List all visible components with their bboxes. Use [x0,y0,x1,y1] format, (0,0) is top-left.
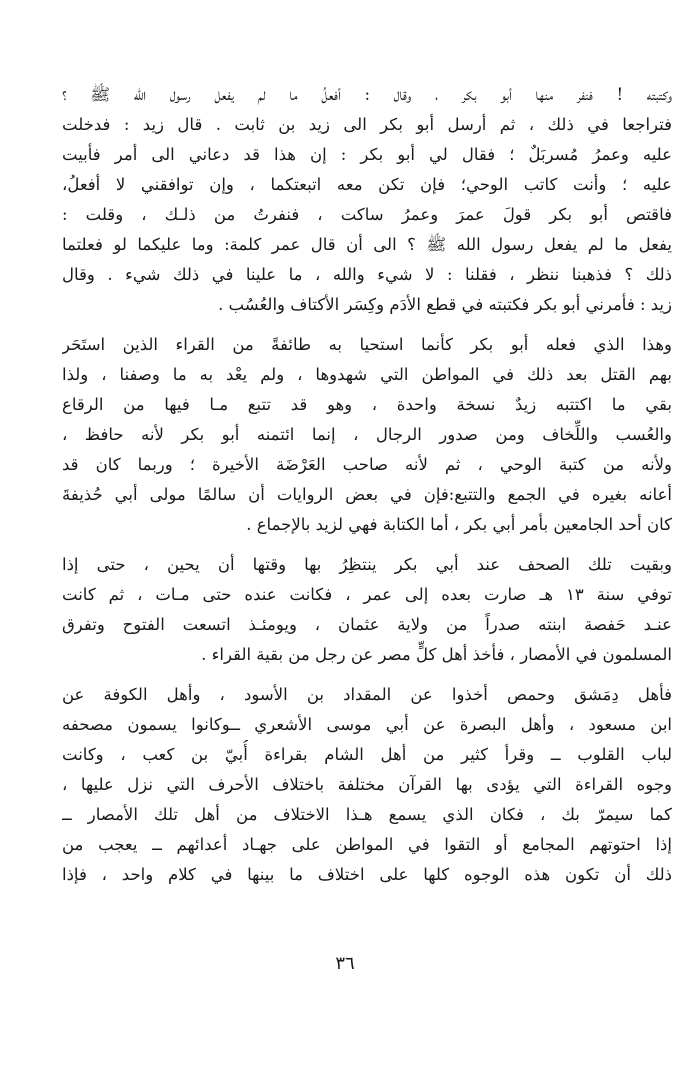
text-line: توفي سنة ١٣ هـ صارت بعده إلى عمر ، فكانت عنده حتى مـات ، ثم كانت [62,585,672,604]
text-line: المسلمون في الأمصار ، فأخذ أهل كلٍّ مصر عن رجل من بقية القراء . [201,645,672,664]
text-line: ولأنه من كتبة الوحي ، ثم لأنه صاحب العَرْضَة الأخيرة ؛ وربما كان قد [62,455,672,474]
text-line: والعُسب واللِّخاف ومن صدور الرجال ، إنما ائتمنه أبو بكر لأنه حافظ ، [62,425,672,444]
text-line: كان أحد الجامعين بأمر أبي بكر ، أما الكتابة فهي لزيد بالإجماع . [246,515,672,534]
paragraph-gap [62,540,672,550]
text-line: وكتبته ! فنفر منها أبو بكر ، وقال : أفعلُ ما لم يفعل رسول الله ﷺ ؟ [62,85,672,104]
text-line: فتراجعا في ذلك ، ثم أرسل أبو بكر الى زيد بن ثابت . قال زيد : فدخلت [62,115,672,134]
text-line: زيد : فأمرني أبو بكر فكتبته في قطع الأدَم وكِسَر الأكتاف والعُسُب . [218,295,672,314]
text-line: فأهل دِمَشق وحمص أخذوا عن المقداد بن الأسود ، وأهل الكوفة عن [62,685,672,704]
text-line: أعانه بغيره في الجمع والتتبع:فإن في بعض الروايات أن سالمًا مولى أبي حُذيفةَ [62,485,672,504]
text-line: فاقتص أبو بكر قولَ عمرَ وعمرُ ساكت ، فنفرتُ من ذلـك ، وقلت : [62,205,672,224]
paragraph-4 [62,680,672,890]
text-line: إذا احتوتهم المجامع أو التقوا في المواطن على جهـاد أعدائهم ــ يعجب من [62,835,672,854]
text-line: يفعل ما لم يفعل رسول الله ﷺ ؟ الى أن قال عمر كلمة: وما عليكما لو فعلتما [62,235,672,254]
paragraph-1 [62,80,672,320]
text-line: بهم القتل بعد ذلك في المواطن التي شهدوها ، ولم يعْد به ما وصفنا ، ولذا [62,365,672,384]
text-line: لباب القلوب ــ وقرأ كثير من أهل الشام بقراءة أُبيّ بن كعب ، وكانت [62,745,672,764]
text-line: كما سيمرّ بك ، فكان الذي يسمع هـذا الاختلاف من أهل تلك الأمصار ــ [62,805,672,824]
page-number: ٣٦ [335,953,355,974]
text-line: ذلك ؟ فذهبنا ننظر ، فقلنا : لا شيء والله ، ما علينا في ذلك شيء . وقال [62,265,672,284]
paragraph-2 [62,330,672,540]
text-line: عليه وعمرُ مُسربَلٌ ؛ فقال لي أبو بكر : إن هذا قد دعاني الى أمر فأبيت [62,145,672,164]
paragraph-gap [62,320,672,330]
text-line: ذلك أن تكون هذه الوجوه كلها على اختلاف ما بينها في كلام واحد ، فإذا [62,865,672,884]
text-line: بقي ما اكتتبه زيدٌ نسخة واحدة ، وهو قد تتبع مـا فيها من الرقاع [62,395,672,414]
text-line: عليه ؛ وأنت كاتب الوحي؛ فإن تكن معه اتبعتكما ، وإن توافقني لا أفعلُ، [62,175,672,194]
text-line: عنـد حَفصة ابنته صدراً من ولاية عثمان ، ويومئـذ اتسعت الفتوح وتفرق [62,615,672,634]
text-line: وبقيت تلك الصحف عند أبي بكر ينتظِرُ بها وقتها أن يحين ، حتى إذا [62,555,672,574]
paragraph-gap [62,670,672,680]
text-line: وهذا الذي فعله أبو بكر كأنما استحيا به طائفةً من القراء الذين استَحَر [62,335,672,354]
text-line: ابن مسعود ، وأهل البصرة عن أبي موسى الأشعري ــوكانوا يسمون مصحفه [62,715,672,734]
text-line: وجوه القراءة التي يؤدى بها القرآن مختلفة باختلاف الأحرف التي نزل عليها ، [62,775,672,794]
page-body [62,80,672,890]
paragraph-3 [62,550,672,670]
